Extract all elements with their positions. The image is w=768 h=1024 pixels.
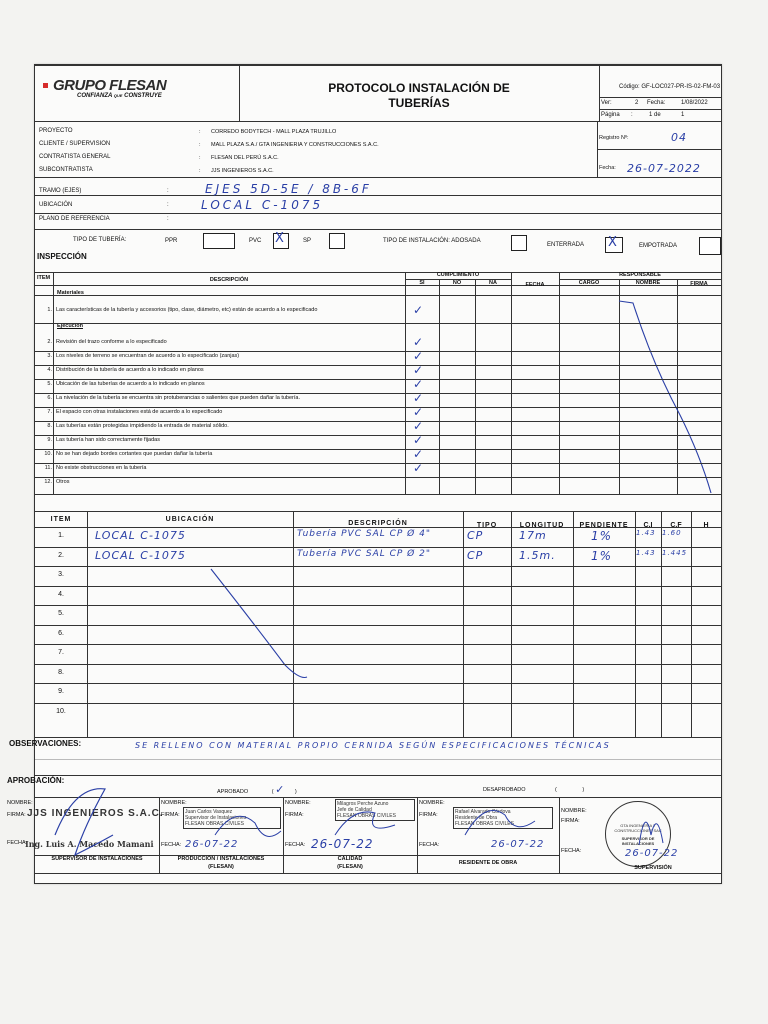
colon: : [199, 129, 201, 135]
fecha-label-4: FECHA: [419, 842, 440, 848]
det-row-divider [35, 664, 721, 665]
tramo-value: EJES 5D-5E / 8B-6F [205, 182, 372, 196]
signatures-scribble [35, 65, 721, 883]
insp-item-text: Revisión del trazo conforme a lo especificado [56, 339, 167, 345]
colon: : [167, 188, 169, 194]
si-check-mark: ✓ [413, 335, 424, 349]
insp-item-number: 2. [47, 339, 52, 345]
insp-item-number: 3. [47, 353, 52, 359]
det-row-divider [35, 527, 721, 528]
det-pendiente-value: 1% [591, 529, 613, 543]
title-line-1: PROTOCOLO INSTALACIÓN DE [328, 81, 510, 95]
det-cf-value: 1.60 [662, 529, 682, 537]
det-descripcion-value: Tubería PVC SAL CP Ø 2" [297, 549, 431, 559]
insp-item-text: El espacio con otras instalaciones está de acuerdo a lo especificado [56, 409, 223, 415]
det-col-longitud: LONGITUD [519, 522, 565, 529]
plano-label: PLANO DE REFERENCIA [39, 216, 110, 222]
subcontratista-label: SUBCONTRATISTA [39, 167, 93, 173]
logo-name: GRUPO FLESAN [53, 77, 167, 94]
firmante-3-extra: Jefe de Calidad [337, 807, 372, 813]
project-fecha-value: 26-07-2022 [627, 162, 701, 175]
fecha-label-1: FECHA: [7, 840, 28, 846]
det-row-number: 7. [58, 649, 64, 656]
project-ubicacion-value: LOCAL C-1075 [201, 198, 324, 212]
fecha-label-2: FECHA: [161, 842, 182, 848]
insp-row-divider [35, 477, 721, 478]
title-line-2: TUBERÍAS [388, 96, 450, 110]
insp-col-na: NA [489, 280, 497, 286]
insp-col-nombre: NOMBRE [635, 280, 661, 286]
aprobado-paren-open: ( [271, 789, 274, 795]
insp-col-descripcion: DESCRIPCIÓN [209, 277, 249, 283]
firmante-3-role: CALIDAD [337, 856, 363, 862]
observaciones-label: OBSERVACIONES: [9, 739, 82, 748]
proyecto-value: CORREDO BODYTECH - MALL PLAZA TRUJILLO [211, 129, 337, 135]
insp-item-text: La nivelación de la tubería se encuentra sin protuberancias o salientes que pueden dañar la tubería. [56, 395, 301, 401]
colon: : [199, 155, 201, 161]
si-check-mark: ✓ [413, 405, 424, 419]
insp-item-number: 8. [47, 423, 52, 429]
header-fecha-value: 1/08/2022 [681, 100, 708, 106]
insp-col-si: SI [419, 280, 425, 286]
det-cf-value: 1.445 [662, 549, 688, 557]
det-col-cf: C.F [670, 522, 682, 529]
firmante-1-role: SUPERVISOR DE INSTALACIONES [51, 856, 143, 862]
insp-item-text: No se han dejado bordes cortantes que puedan dañar la tubería [56, 451, 213, 457]
insp-item-number: 6. [47, 395, 52, 401]
firmante-1-nombre: JJS INGENIEROS S.A.C. [27, 808, 164, 819]
cliente-value: MALL PLAZA S.A./ GTA INGENIERIA Y CONSTRUCCIONES S.A.C. [211, 142, 379, 148]
insp-row-divider [35, 323, 721, 324]
firma-label-1: FIRMA: [7, 812, 26, 818]
insp-row-divider [35, 421, 721, 422]
det-row-number: 1. [58, 532, 64, 539]
firmante-4-role: RESIDENTE DE OBRA [458, 860, 518, 866]
colon: : [199, 142, 201, 148]
det-row-divider [35, 644, 721, 645]
det-longitud-value: 17m [519, 529, 547, 542]
insp-item-number: 4. [47, 367, 52, 373]
det-col-ubicacion: UBICACIÓN [165, 516, 215, 523]
si-check-mark: ✓ [413, 391, 424, 405]
det-col-ci: C.I [643, 522, 653, 529]
insp-item-number: 12. [44, 479, 52, 485]
det-col-pendiente: PENDIENTE [579, 522, 629, 529]
aprobado-check-mark: ✓ [275, 783, 286, 796]
insp-item-number: 9. [47, 437, 52, 443]
logo-tagline-c: CONSTRUYE [124, 93, 162, 99]
inspeccion-title: INSPECCIÓN [37, 252, 87, 261]
insp-row-divider [35, 393, 721, 394]
enterrada-check-mark: X [608, 235, 617, 250]
codigo-value: GF-LOC027-PR-IS-02-FM-03 [641, 84, 721, 90]
protocol-sheet [7, 64, 722, 884]
aprobado-label: APROBADO [217, 789, 249, 795]
registro-value: 04 [671, 131, 687, 144]
insp-col-fecha: FECHA [525, 282, 545, 288]
insp-row-divider [35, 435, 721, 436]
logo-tagline-a: CONFIANZA [77, 93, 113, 99]
det-tipo-value: CP [467, 529, 484, 542]
firmante-3-role2: (FLESAN) [337, 864, 363, 870]
det-col-descripcion: DESCRIPCIÓN [348, 520, 408, 527]
fecha-label-5: FECHA: [561, 848, 582, 854]
insp-item-text: Las tubería han sido correctamente fijadas [56, 437, 160, 443]
insp-row-divider [35, 494, 721, 495]
firmante-2-extra: Supervisor de Instalaciones [185, 815, 247, 821]
firmante-4-nombre: Rafael Alvarado Córdova [455, 809, 511, 815]
det-col-h: H [703, 522, 709, 529]
proyecto-label: PROYECTO [39, 128, 73, 134]
pvc-label: PVC [249, 238, 262, 244]
si-check-mark: ✓ [413, 363, 424, 377]
det-row-divider [35, 566, 721, 567]
project-fecha-label: Fecha: [599, 165, 616, 171]
sp-label: SP [303, 238, 312, 244]
contratista-value: FLESAN DEL PERÚ S.A.C. [211, 155, 279, 161]
firmante-5-role: SUPERVISIÓN [634, 865, 672, 871]
firmante-5-fecha: 26-07-22 [625, 848, 679, 859]
tramo-label: TRAMO (EJES) [39, 188, 82, 194]
fecha-label-3: FECHA: [285, 842, 306, 848]
firmante-4-fecha: 26-07-22 [491, 839, 545, 850]
si-check-mark: ✓ [413, 419, 424, 433]
insp-col-firma: FIRMA [690, 281, 708, 287]
det-row-number: 2. [58, 552, 64, 559]
det-row-number: 3. [58, 571, 64, 578]
si-check-mark: ✓ [413, 433, 424, 447]
enterrada-label: ENTERRADA [547, 242, 585, 248]
det-tipo-value: CP [467, 549, 484, 562]
codigo-label: Código: [619, 84, 640, 90]
si-check-mark: ✓ [413, 349, 424, 363]
pagina-sep: : [631, 112, 633, 118]
det-row-number: 4. [58, 591, 64, 598]
ejecucion-header: Ejecución [57, 323, 83, 329]
subcontratista-value: JJS INGENIEROS S.A.C. [211, 168, 274, 174]
firma-label-5: FIRMA: [561, 818, 580, 824]
det-longitud-value: 1.5m. [519, 549, 556, 562]
colon: : [167, 216, 169, 222]
nombre-label-3: NOMBRE: [285, 800, 311, 806]
desaprobado-label: DESAPROBADO [483, 787, 526, 793]
colon: : [199, 168, 201, 174]
firma-label-4: FIRMA: [419, 812, 438, 818]
ubicacion-label: UBICACIÓN [39, 202, 73, 208]
det-pendiente-value: 1% [591, 549, 613, 563]
insp-col-cumplimiento: CUMPLIMIENTO [436, 272, 480, 278]
insp-item-number: 1. [47, 307, 52, 313]
pagina-total: 1 [681, 112, 685, 118]
insp-item-text: Otros [56, 479, 70, 485]
si-check-mark: ✓ [413, 447, 424, 461]
insp-row-divider [35, 379, 721, 380]
nombre-label-5: NOMBRE: [561, 808, 587, 814]
det-row-divider [35, 625, 721, 626]
tipo-tuberia-label: TIPO DE TUBERÍA: [73, 237, 127, 243]
det-row-divider [35, 547, 721, 548]
insp-row-divider [35, 365, 721, 366]
det-descripcion-value: Tubería PVC SAL CP Ø 4" [297, 529, 431, 539]
det-row-divider [35, 703, 721, 704]
firmante-4-extra: Residente de Obra [455, 815, 497, 821]
insp-row-divider [35, 295, 721, 296]
nombre-label-4: NOMBRE: [419, 800, 445, 806]
insp-item-number: 5. [47, 381, 52, 387]
observaciones-text: SE RELLENO CON MATERIAL PROPIO CERNIDA SEGÚN ESPECIFICACIONES TÉCNICAS [135, 741, 611, 750]
si-check-mark: ✓ [413, 461, 424, 475]
desaprobado-paren-close: ) [582, 787, 585, 793]
det-col-item: ITEM [50, 516, 72, 523]
insp-row-divider [35, 449, 721, 450]
insp-item-number: 11. [44, 465, 52, 471]
insp-col-item: ITEM [37, 275, 51, 281]
firmante-3-fecha: 26-07-22 [311, 837, 374, 851]
insp-item-text: No existe obstrucciones en la tubería [56, 465, 147, 471]
det-row-divider [35, 605, 721, 606]
si-check-mark: ✓ [413, 303, 424, 317]
firmante-2-role: PRODUCCIÓN / INSTALACIONES [177, 856, 265, 862]
det-row-divider [35, 683, 721, 684]
ppr-label: PPR [165, 238, 178, 244]
det-row-number: 9. [58, 688, 64, 695]
firmante-3-nombre: Milagros Perche Azuno [337, 801, 389, 807]
colon: : [167, 202, 169, 208]
insp-item-text: Ubicación de las tuberías de acuerdo a lo indicado en planos [56, 381, 205, 387]
insp-item-text: Las características de la tubería y accesorios (tipo, clase, diámetro, etc) están de acuerdo a lo especificado [56, 307, 318, 313]
insp-row-divider [35, 463, 721, 464]
firmante-2-company: FLESAN OBRAS CIVILES [185, 821, 244, 827]
registro-label: Registro Nº: [599, 135, 629, 141]
insp-col-responsable: RESPONSABLE [619, 272, 661, 278]
firmante-2-nombre: Juan Carlos Vasquez [185, 809, 233, 815]
det-row-number: 5. [58, 610, 64, 617]
insp-row-divider [35, 351, 721, 352]
det-ci-value: 1.43 [636, 549, 656, 557]
firmante-1-extra: Ing. Luis A. Macedo Mamani [25, 839, 154, 849]
aprobado-paren-close: ) [294, 789, 297, 795]
ver-label: Ver: [601, 100, 612, 106]
firmante-3-company: FLESAN OBRAS CIVILES [337, 813, 396, 819]
ver-value: 2 [635, 100, 639, 106]
tipo-instalacion-label: TIPO DE INSTALACIÓN: ADOSADA [383, 238, 481, 244]
insp-col-cargo: CARGO [578, 280, 600, 286]
firma-label-2: FIRMA: [161, 812, 180, 818]
insp-item-number: 10. [44, 451, 52, 457]
contratista-label: CONTRATISTA GENERAL [39, 154, 111, 160]
insp-col-no: NO [452, 280, 462, 286]
nombre-label-1: NOMBRE: [7, 800, 33, 806]
firmante-5-extra2: SUPERVISOR DE INSTALACIONES [621, 835, 655, 846]
insp-item-text: Los niveles de terreno se encuentran de acuerdo a lo especificado (zanjas) [56, 353, 240, 359]
desaprobado-paren-open: ( [555, 787, 557, 793]
nombre-label-2: NOMBRE: [161, 800, 187, 806]
cliente-label: CLIENTE / SUPERVISION [39, 141, 111, 147]
si-check-mark: ✓ [413, 377, 424, 391]
firmante-4-company: FLESAN OBRAS CIVILES [455, 821, 514, 827]
det-row-divider [35, 586, 721, 587]
logo-tagline-b: QUE [113, 93, 123, 98]
firmante-5-extra: GTA INGENIERIA Y CONSTRUCCIONES SAC [614, 822, 662, 833]
empotrada-label: EMPOTRADA [639, 243, 678, 249]
header-fecha-label: Fecha: [647, 100, 666, 106]
pvc-check-mark: X [275, 231, 284, 246]
pagina-value: 1 de [649, 112, 661, 118]
aprobacion-label: APROBACIÓN: [7, 776, 65, 785]
det-ci-value: 1.43 [636, 529, 656, 537]
pagina-label: Página [601, 112, 620, 118]
firmante-2-role2: (FLESAN) [208, 864, 234, 870]
det-row-number: 6. [58, 630, 64, 637]
insp-item-text: Las tuberías están protegidas impidiendo la entrada de material sólido. [56, 423, 229, 429]
det-row-number: 10. [56, 708, 66, 715]
insp-item-number: 7. [47, 409, 52, 415]
det-ubicacion-value: LOCAL C-1075 [95, 549, 186, 562]
insp-row-divider [35, 407, 721, 408]
det-ubicacion-value: LOCAL C-1075 [95, 529, 186, 542]
insp-item-text: Distribución de la tubería de acuerdo a lo indicado en planos [56, 367, 204, 373]
det-col-tipo: TIPO [476, 522, 498, 529]
firmante-2-fecha: 26-07-22 [185, 839, 239, 850]
det-row-number: 8. [58, 669, 64, 676]
materiales-header: Materiales [57, 290, 84, 296]
firma-label-3: FIRMA: [285, 812, 304, 818]
